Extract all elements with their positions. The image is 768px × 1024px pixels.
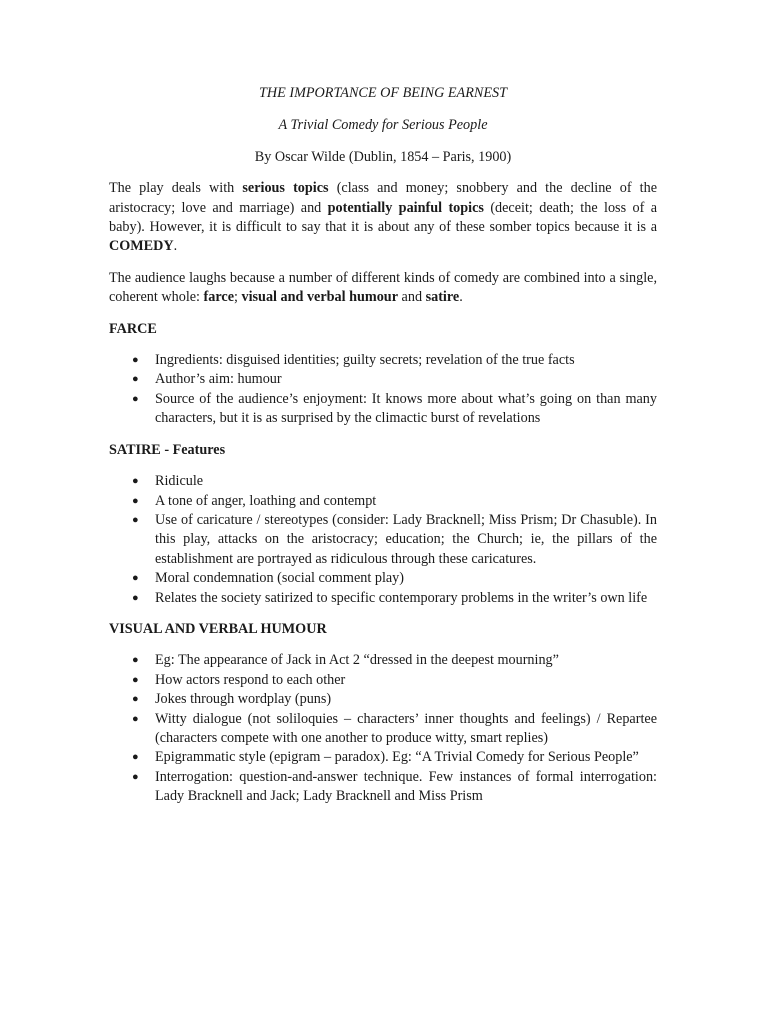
bullet-icon: ● bbox=[132, 373, 139, 386]
section-heading-humour: VISUAL AND VERBAL HUMOUR bbox=[109, 620, 327, 637]
text-run: . bbox=[173, 238, 178, 255]
list-item bbox=[109, 569, 657, 588]
list-item bbox=[109, 651, 657, 670]
bold-painful-topics: potentially painful topics bbox=[327, 199, 484, 216]
bullet-icon: ● bbox=[132, 751, 139, 764]
section-heading-satire: SATIRE - Features bbox=[109, 441, 226, 458]
bullet-icon: ● bbox=[132, 712, 139, 725]
list-item-text: Witty dialogue (not soliloquies – characters’ inner thoughts and feelings) / Repartee (characters compete with one another to produce witty, smart replies) bbox=[155, 710, 657, 746]
text-run: (class and money; snobbery and the decline of the aristocracy; love and marriage) and bbox=[109, 180, 658, 216]
farce-list bbox=[109, 351, 657, 429]
list-item bbox=[109, 690, 657, 709]
list-item-text: Ridicule bbox=[155, 473, 204, 490]
document-byline: By Oscar Wilde (Dublin, 1854 – Paris, 1900) bbox=[254, 148, 512, 165]
list-item bbox=[109, 370, 657, 389]
bullet-icon: ● bbox=[132, 673, 139, 686]
text-run: ; bbox=[234, 289, 242, 306]
list-item-text: How actors respond to each other bbox=[155, 671, 346, 688]
bullet-icon: ● bbox=[132, 494, 139, 507]
text-run: (deceit; death; the loss of a baby). However, it is difficult to say that it is about any of these somber topics because it is a bbox=[109, 199, 657, 236]
bold-serious-topics: serious topics bbox=[242, 180, 329, 197]
list-item bbox=[109, 472, 657, 491]
list-item bbox=[109, 768, 657, 807]
intro-paragraph-2 bbox=[109, 269, 657, 308]
list-item bbox=[109, 671, 657, 690]
bullet-icon: ● bbox=[132, 770, 139, 783]
bullet-icon: ● bbox=[132, 693, 139, 706]
list-item bbox=[109, 748, 657, 767]
list-item-text: Moral condemnation (social comment play) bbox=[155, 570, 404, 587]
text-run: The play deals with bbox=[109, 180, 243, 197]
list-item-text: Jokes through wordplay (puns) bbox=[155, 691, 332, 708]
text-run: . bbox=[459, 289, 463, 306]
list-item-text: Epigrammatic style (epigram – paradox). Eg: “A Trivial Comedy for Serious People” bbox=[155, 749, 639, 766]
bullet-icon: ● bbox=[132, 475, 139, 488]
bullet-icon: ● bbox=[132, 392, 139, 405]
list-item-text: Author’s aim: humour bbox=[155, 371, 282, 388]
list-item-text: Eg: The appearance of Jack in Act 2 “dressed in the deepest mourning” bbox=[155, 652, 559, 669]
list-item bbox=[109, 589, 657, 608]
list-item-text: Source of the audience’s enjoyment: It knows more about what’s going on than many characters, but it is as surprised by the climactic burst of revelations bbox=[155, 390, 657, 427]
bullet-icon: ● bbox=[132, 654, 139, 667]
document-title: THE IMPORTANCE OF BEING EARNEST bbox=[259, 85, 507, 101]
list-item-text: Use of caricature / stereotypes (consider: Lady Bracknell; Miss Prism; Dr Chasuble). In this play, attacks on the aristocracy; education; the Church; ie, the pillars of the establishment are portrayed as ridiculous through these caricatures. bbox=[155, 511, 657, 567]
list-item-text: Relates the society satirized to specific contemporary problems in the writer’s own life bbox=[155, 589, 648, 606]
list-item-text: Interrogation: question-and-answer technique. Few instances of formal interrogation: Lady Bracknell and Jack; Lady Bracknell and Miss Prism bbox=[155, 768, 657, 805]
document-page bbox=[109, 84, 657, 807]
satire-list bbox=[109, 472, 657, 608]
bold-satire: satire bbox=[425, 289, 460, 306]
bullet-icon: ● bbox=[132, 591, 139, 604]
list-item bbox=[109, 351, 657, 370]
text-run: and bbox=[398, 289, 426, 306]
list-item-text: Ingredients: disguised identities; guilty secrets; revelation of the true facts bbox=[155, 352, 575, 369]
section-heading-farce: FARCE bbox=[109, 320, 157, 337]
text-run: The audience laughs because a number of different kinds of comedy are combined into a single, coherent whole: bbox=[109, 269, 657, 306]
bullet-icon: ● bbox=[132, 572, 139, 585]
list-item bbox=[109, 710, 657, 749]
bold-farce: farce bbox=[203, 289, 234, 306]
list-item bbox=[109, 492, 657, 511]
humour-list bbox=[109, 651, 657, 806]
intro-paragraph-1 bbox=[109, 179, 657, 257]
list-item bbox=[109, 390, 657, 429]
list-item-text: A tone of anger, loathing and contempt bbox=[155, 492, 377, 509]
bold-comedy: COMEDY bbox=[109, 238, 174, 255]
bullet-icon: ● bbox=[132, 513, 139, 526]
bullet-icon: ● bbox=[132, 354, 139, 367]
bold-visual-verbal-humour: visual and verbal humour bbox=[241, 289, 398, 306]
document-subtitle: A Trivial Comedy for Serious People bbox=[278, 117, 488, 134]
list-item bbox=[109, 511, 657, 569]
